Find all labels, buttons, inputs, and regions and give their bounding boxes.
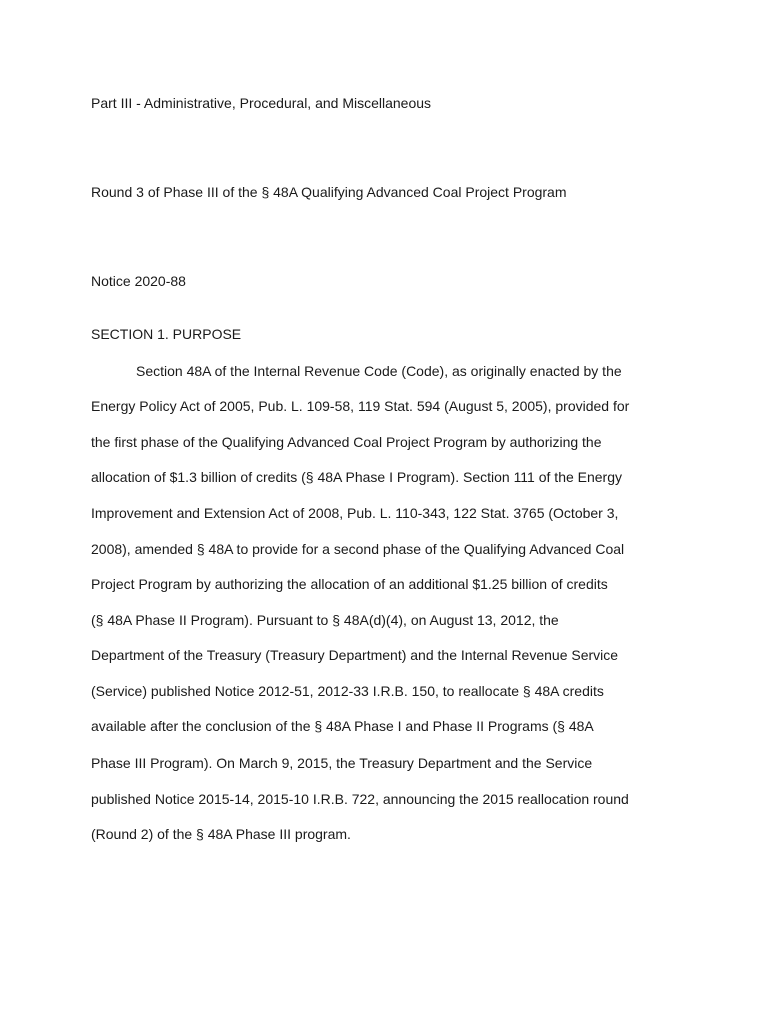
paragraph-line: Energy Policy Act of 2005, Pub. L. 109-58, 119 Stat. 594 (August 5, 2005), provided for	[91, 398, 630, 414]
notice-number: Notice 2020-88	[91, 273, 186, 289]
section-heading: SECTION 1. PURPOSE	[91, 326, 242, 342]
paragraph-line: Phase III Program). On March 9, 2015, the Treasury Department and the Service	[91, 755, 593, 771]
paragraph-line: (Round 2) of the § 48A Phase III program.	[91, 826, 351, 842]
paragraph-line: published Notice 2015-14, 2015-10 I.R.B. 722, announcing the 2015 reallocation round	[91, 791, 629, 807]
paragraph-line: Improvement and Extension Act of 2008, Pub. L. 110-343, 122 Stat. 3765 (October 3,	[91, 505, 619, 521]
paragraph-line: allocation of $1.3 billion of credits (§ 48A Phase I Program). Section 111 of the Energy	[91, 469, 623, 485]
paragraph-line: 2008), amended § 48A to provide for a second phase of the Qualifying Advanced Coal	[91, 541, 625, 557]
part-heading: Part III - Administrative, Procedural, and Miscellaneous	[91, 95, 432, 111]
paragraph-line: available after the conclusion of the § 48A Phase I and Phase II Programs (§ 48A	[91, 718, 594, 734]
document-title: Round 3 of Phase III of the § 48A Qualifying Advanced Coal Project Program	[91, 184, 567, 200]
paragraph-line: Project Program by authorizing the allocation of an additional $1.25 billion of credits	[91, 576, 608, 592]
paragraph-line: (Service) published Notice 2012-51, 2012-33 I.R.B. 150, to reallocate § 48A credits	[91, 683, 604, 699]
paragraph-line: Department of the Treasury (Treasury Department) and the Internal Revenue Service	[91, 647, 619, 663]
paragraph-line: (§ 48A Phase II Program). Pursuant to § 48A(d)(4), on August 13, 2012, the	[91, 612, 559, 628]
paragraph-line: the first phase of the Qualifying Advanced Coal Project Program by authorizing the	[91, 434, 602, 450]
paragraph-line: Section 48A of the Internal Revenue Code (Code), as originally enacted by the	[136, 363, 622, 379]
